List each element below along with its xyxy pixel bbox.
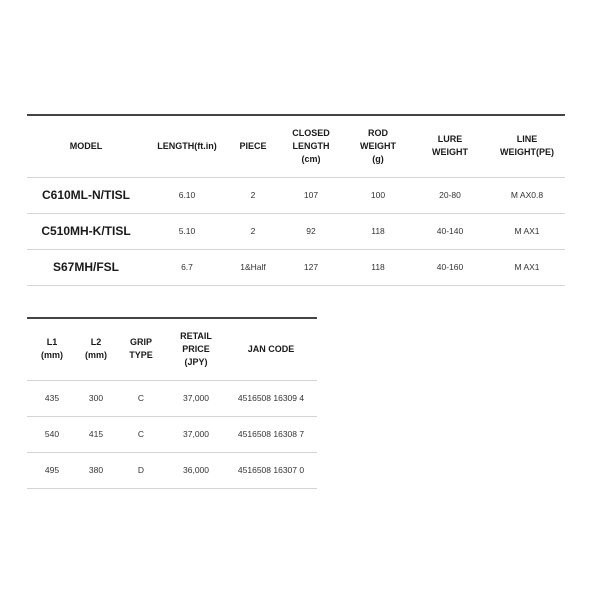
spec-table	[27, 114, 565, 286]
l1-cell: 435	[27, 380, 77, 416]
piece-cell: 2	[229, 177, 277, 213]
grip-type-cell: D	[115, 452, 167, 488]
header-grip-type: GRIP TYPE	[129, 337, 153, 361]
l2-cell: 415	[77, 416, 115, 452]
line-weight-cell: M AX1	[489, 213, 565, 249]
l2-cell: 300	[77, 380, 115, 416]
jan-code-cell: 4516508 16309 4	[225, 380, 317, 416]
rod-weight-cell: 118	[345, 213, 411, 249]
closed-length-cell: 127	[277, 249, 345, 285]
price-table	[27, 317, 317, 489]
header-model: MODEL	[69, 140, 103, 151]
header-l1: L1 (mm)	[41, 337, 63, 361]
rod-weight-cell: 100	[345, 177, 411, 213]
header-closed-length: CLOSED LENGTH (cm)	[292, 127, 330, 164]
length-cell: 6.7	[145, 249, 229, 285]
table-row	[27, 416, 317, 452]
header-lure-weight: LURE WEIGHT	[432, 134, 468, 158]
model-cell: C610ML-N/TISL	[27, 177, 145, 213]
line-weight-cell: M AX1	[489, 249, 565, 285]
header-rod-weight: ROD WEIGHT (g)	[360, 127, 396, 164]
retail-price-cell: 37,000	[167, 416, 225, 452]
price-header-row	[27, 318, 317, 380]
grip-type-cell: C	[115, 416, 167, 452]
spec-header-row	[27, 115, 565, 177]
rod-weight-cell: 118	[345, 249, 411, 285]
header-l2: L2 (mm)	[85, 337, 107, 361]
l1-cell: 495	[27, 452, 77, 488]
header-line-weight: LINE WEIGHT(PE)	[500, 134, 554, 158]
header-jan-code: JAN CODE	[247, 343, 295, 354]
lure-weight-cell: 40-140	[411, 213, 489, 249]
grip-type-cell: C	[115, 380, 167, 416]
length-cell: 5.10	[145, 213, 229, 249]
model-cell: S67MH/FSL	[27, 249, 145, 285]
model-cell: C510MH-K/TISL	[27, 213, 145, 249]
header-piece: PIECE	[239, 140, 267, 151]
length-cell: 6.10	[145, 177, 229, 213]
table-row	[27, 249, 565, 285]
table-row	[27, 213, 565, 249]
lure-weight-cell: 20-80	[411, 177, 489, 213]
header-length: LENGTH(ft.in)	[157, 140, 217, 151]
retail-price-cell: 37,000	[167, 380, 225, 416]
jan-code-cell: 4516508 16307 0	[225, 452, 317, 488]
table-row	[27, 177, 565, 213]
table-row	[27, 452, 317, 488]
closed-length-cell: 107	[277, 177, 345, 213]
piece-cell: 1&Half	[229, 249, 277, 285]
table-row	[27, 380, 317, 416]
line-weight-cell: M AX0.8	[489, 177, 565, 213]
l2-cell: 380	[77, 452, 115, 488]
l1-cell: 540	[27, 416, 77, 452]
closed-length-cell: 92	[277, 213, 345, 249]
piece-cell: 2	[229, 213, 277, 249]
retail-price-cell: 36,000	[167, 452, 225, 488]
lure-weight-cell: 40-160	[411, 249, 489, 285]
jan-code-cell: 4516508 16308 7	[225, 416, 317, 452]
header-retail-price: RETAIL PRICE (JPY)	[180, 330, 212, 367]
